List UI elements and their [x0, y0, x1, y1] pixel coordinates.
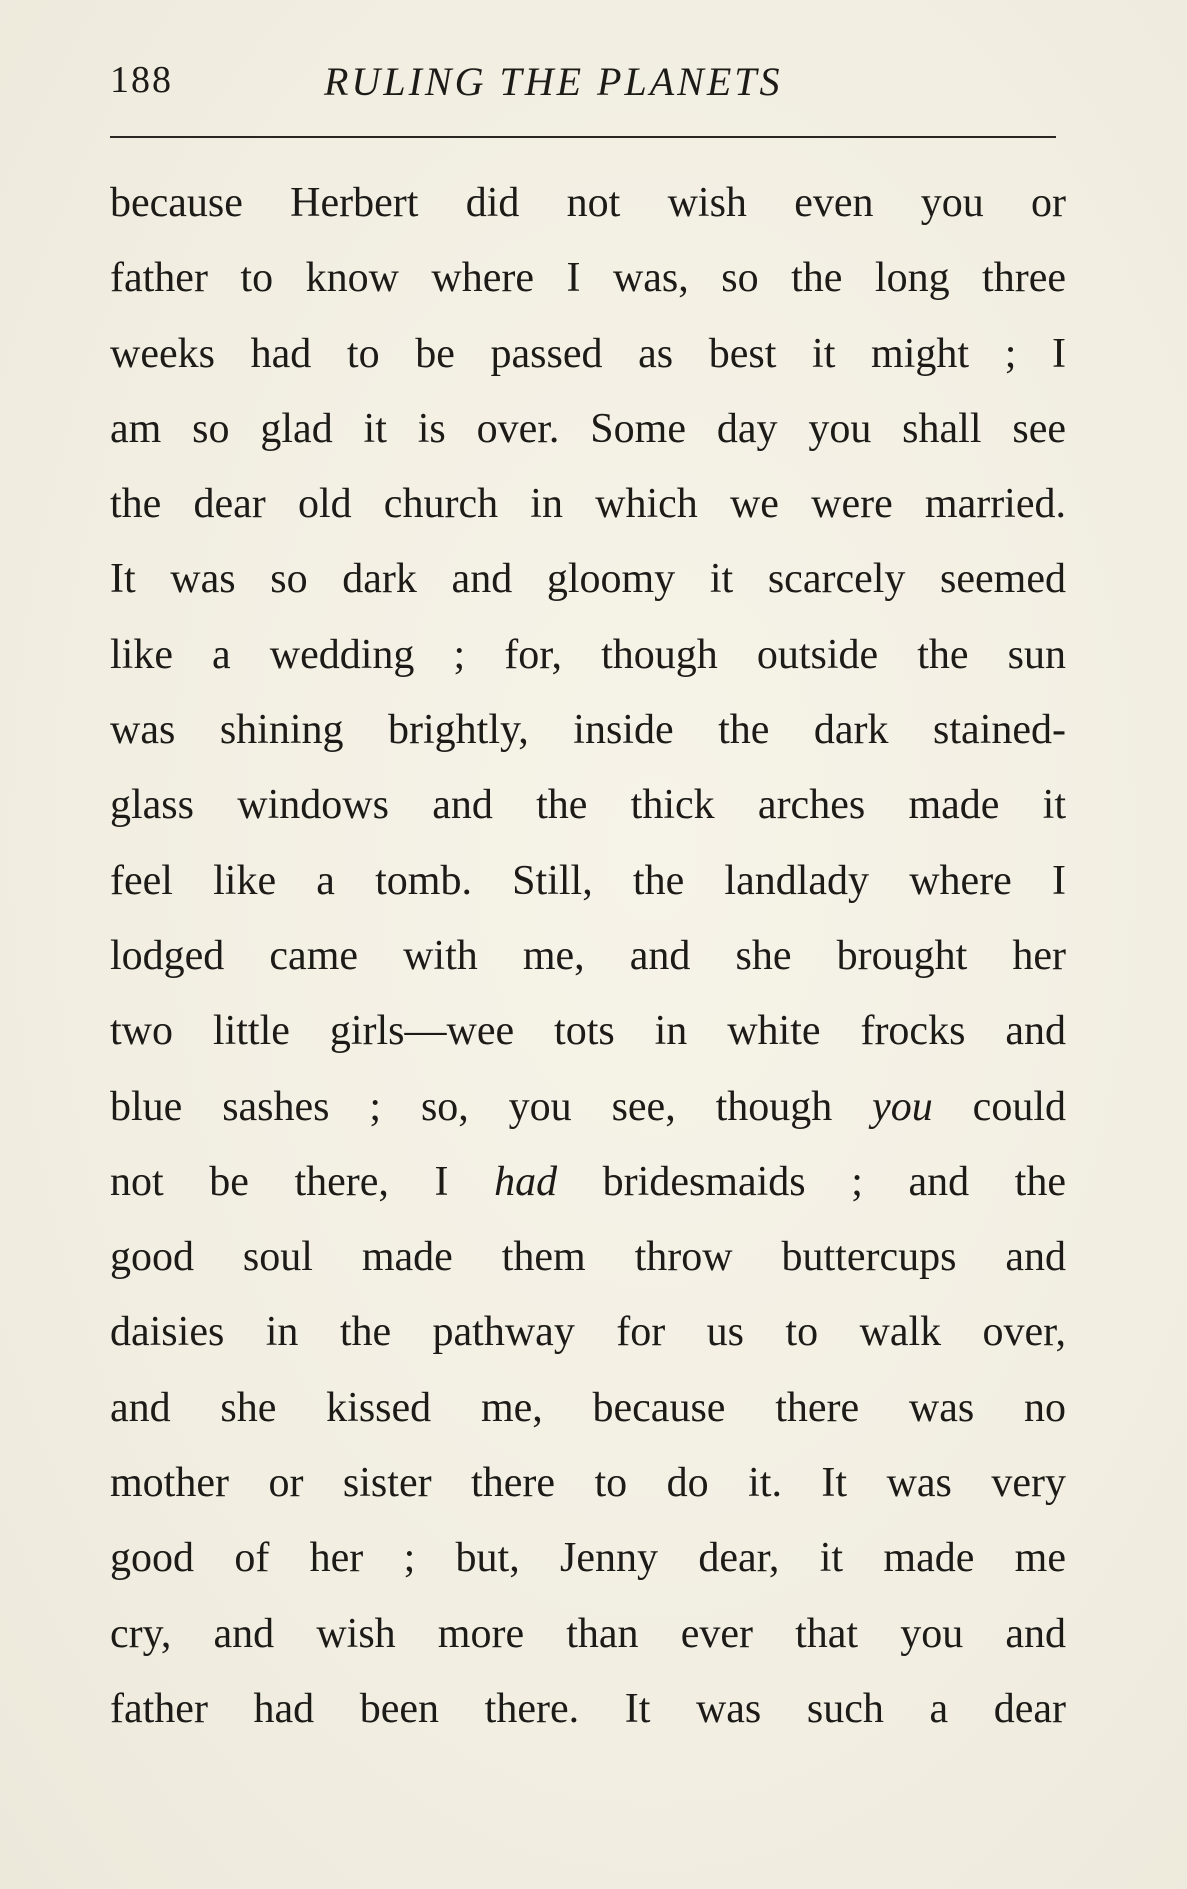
- text-line: weeks had to be passed as best it might ; I: [110, 330, 1066, 377]
- text-line: [110, 1070, 1066, 1145]
- running-head: [110, 58, 1056, 108]
- text-line: the dear old church in which we were married.: [110, 481, 1066, 528]
- text-line: am so glad it is over. Some day you shall see: [110, 405, 1066, 452]
- text-line: good soul made them throw buttercups and: [110, 1234, 1066, 1281]
- text-line: was shining brightly, inside the dark stained-: [110, 707, 1066, 754]
- header-rule: [110, 136, 1056, 138]
- text-line: feel like a tomb. Still, the landlady where I: [110, 857, 1066, 904]
- italic-emphasis: had: [494, 1158, 558, 1205]
- italic-emphasis: you: [872, 1083, 933, 1130]
- text-line: It was so dark and gloomy it scarcely seemed: [110, 556, 1066, 603]
- text-line: two little girls—wee tots in white frocks and: [110, 1008, 1066, 1055]
- text-line: glass windows and the thick arches made it: [110, 782, 1066, 829]
- running-title: RULING THE PLANETS: [324, 59, 783, 104]
- text-segment: not be there, I: [110, 1158, 495, 1205]
- text-line: lodged came with me, and she brought her: [110, 932, 1066, 979]
- text-segment: could: [932, 1083, 1066, 1130]
- text-line: because Herbert did not wish even you or: [110, 180, 1066, 226]
- text-line: mother or sister there to do it. It was very: [110, 1460, 1066, 1507]
- text-line: good of her ; but, Jenny dear, it made me: [110, 1535, 1066, 1582]
- text-line: daisies in the pathway for us to walk over,: [110, 1309, 1066, 1356]
- text-line: [110, 1145, 1066, 1220]
- text-line: cry, and wish more than ever that you and: [110, 1610, 1066, 1657]
- text-line: father to know where I was, so the long three: [110, 255, 1066, 302]
- text-line: and she kissed me, because there was no: [110, 1384, 1066, 1431]
- text-segment: blue sashes ; so, you see, though: [110, 1083, 873, 1130]
- text-line: like a wedding ; for, though outside the sun: [110, 631, 1066, 678]
- body-text: [110, 166, 1066, 1747]
- text-segment: bridesmaids ; and the: [557, 1158, 1066, 1205]
- text-line: father had been there. It was such a dear: [110, 1685, 1066, 1732]
- page-number: 188: [110, 59, 173, 101]
